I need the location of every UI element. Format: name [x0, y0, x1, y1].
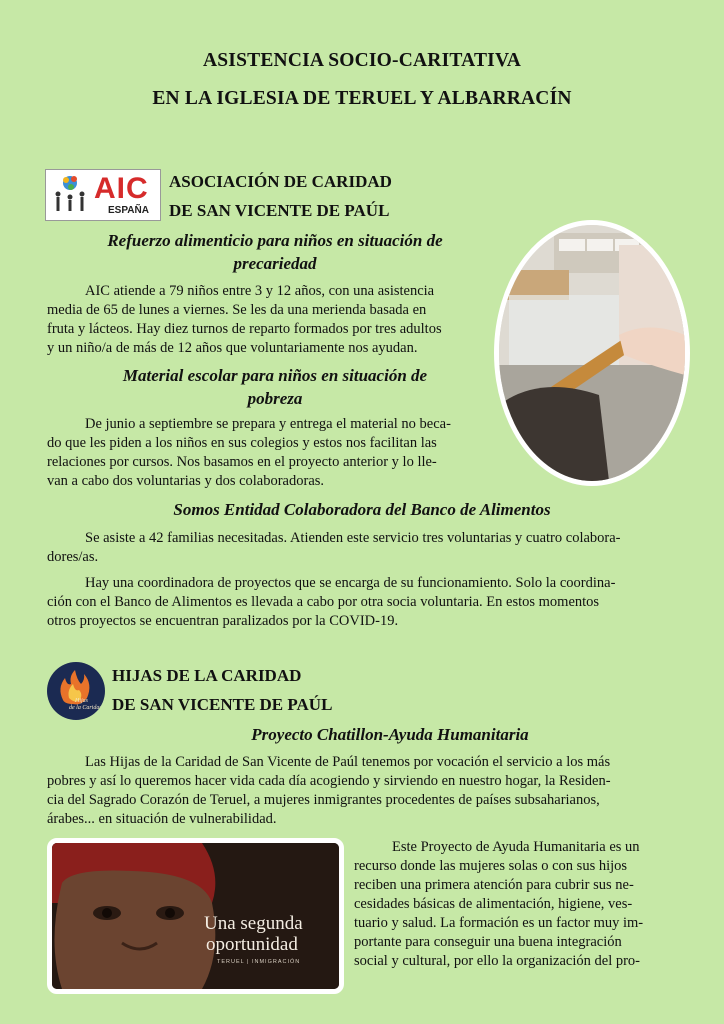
hijas-caridad-logo	[47, 662, 105, 720]
text-line: y un niño/a de más de 12 años que voluntariamente nos ayudan.	[47, 340, 418, 356]
paragraph-material	[47, 415, 489, 491]
hijas-org-name-line2: DE SAN VICENTE DE PAÚL	[112, 695, 333, 714]
text-line: reciben una primera atención para cubrir sus ne-	[354, 877, 634, 893]
hijas-org-name-line1: HIJAS DE LA CARIDAD	[112, 666, 302, 685]
text-line: árabes... en situación de vulnerabilidad.	[47, 811, 277, 827]
page-title-line2: EN LA IGLESIA DE TERUEL Y ALBARRACÍN	[152, 88, 572, 109]
text-line: pobres y así lo queremos hacer vida cada día acogiendo y sirviendo en nuestro hogar, la Residen-	[47, 773, 611, 789]
text-line: Las Hijas de la Caridad de San Vicente de Paúl tenemos por vocación el servicio a los más	[85, 754, 611, 770]
text-line: social y cultural, por ello la organización del pro-	[354, 953, 641, 969]
food-handover-photo	[494, 220, 690, 486]
text-line: van a cabo dos voluntarias y dos colaboradoras.	[47, 473, 325, 489]
section-heading-chatillon: Proyecto Chatillon-Ayuda Humanitaria	[251, 725, 529, 744]
text-line: recurso donde las mujeres solas o con sus hijos	[354, 858, 628, 874]
hijas-logo-text-line1: Hijas	[75, 698, 89, 704]
text-line: otros proyectos se encuentran paralizados por la COVID-19.	[47, 613, 399, 629]
section-heading-material-line2: pobreza	[247, 389, 303, 408]
flame-icon	[47, 662, 105, 720]
paragraph-hijas-1	[47, 753, 677, 829]
text-line: De junio a septiembre se prepara y entrega el material no beca-	[85, 416, 451, 432]
text-line: tuario y salud. La formación es un factor muy im-	[354, 915, 644, 931]
text-line: AIC atiende a 79 niños entre 3 y 12 años, con una asistencia	[85, 283, 435, 299]
text-line: portante para conseguir una buena integración	[354, 934, 622, 950]
text-line: ción con el Banco de Alimentos es llevada a cabo por otra socia voluntaria. En estos momentos	[47, 594, 600, 610]
text-line: media de 65 de lunes a viernes. Se les da una merienda basada en	[47, 302, 427, 318]
aic-logo	[45, 169, 161, 221]
section-heading-material-line1: Material escolar para niños en situación de	[122, 366, 428, 385]
text-line: fruta y lácteos. Hay diez turnos de reparto formados por tres adultos	[47, 321, 442, 337]
photo-caption-line2: oportunidad	[206, 934, 298, 955]
text-line: cia del Sagrado Corazón de Teruel, a mujeres inmigrantes procedentes de países subsaharianos,	[47, 792, 600, 808]
aic-org-name-line2: DE SAN VICENTE DE PAÚL	[169, 201, 390, 220]
text-line: Se asiste a 42 familias necesitadas. Atienden este servicio tres voluntarias y cuatro colabora-	[85, 530, 621, 546]
aic-logo-country: ESPAÑA	[108, 205, 149, 216]
paragraph-banco-1	[47, 529, 677, 567]
segunda-oportunidad-photo	[47, 838, 344, 994]
text-line: relaciones por cursos. Nos basamos en el proyecto anterior y lo lle-	[47, 454, 437, 470]
text-line: Este Proyecto de Ayuda Humanitaria es un	[392, 839, 640, 855]
text-line: do que les piden a los niños en sus colegios y estos nos facilitan las	[47, 435, 437, 451]
paragraph-banco-2	[47, 574, 677, 631]
hijas-logo-text-line2: de la Caridad	[69, 705, 103, 711]
paragraph-hijas-2	[354, 838, 676, 971]
page-title-line1: ASISTENCIA SOCIO-CARITATIVA	[202, 50, 522, 71]
photo-caption-line1: Una segunda	[204, 913, 303, 934]
aic-logo-text: AIC	[94, 172, 149, 205]
section-heading-refuerzo-line2: precariedad	[233, 254, 317, 273]
aic-org-name-line1: ASOCIACIÓN DE CARIDAD	[169, 172, 392, 191]
food-handover-illustration	[499, 225, 685, 481]
photo-footer: TERUEL | INMIGRACIÓN	[217, 959, 301, 965]
text-line: dores/as.	[47, 549, 99, 565]
text-line: Hay una coordinadora de proyectos que se encarga de su funcionamiento. Solo la coordina-	[85, 575, 616, 591]
text-line: cesidades básicas de alimentación, higiene, ves-	[354, 896, 633, 912]
section-heading-refuerzo-line1: Refuerzo alimenticio para niños en situación de	[107, 231, 443, 250]
paragraph-refuerzo	[47, 282, 489, 358]
section-heading-banco-alimentos: Somos Entidad Colaboradora del Banco de Alimentos	[173, 500, 551, 519]
